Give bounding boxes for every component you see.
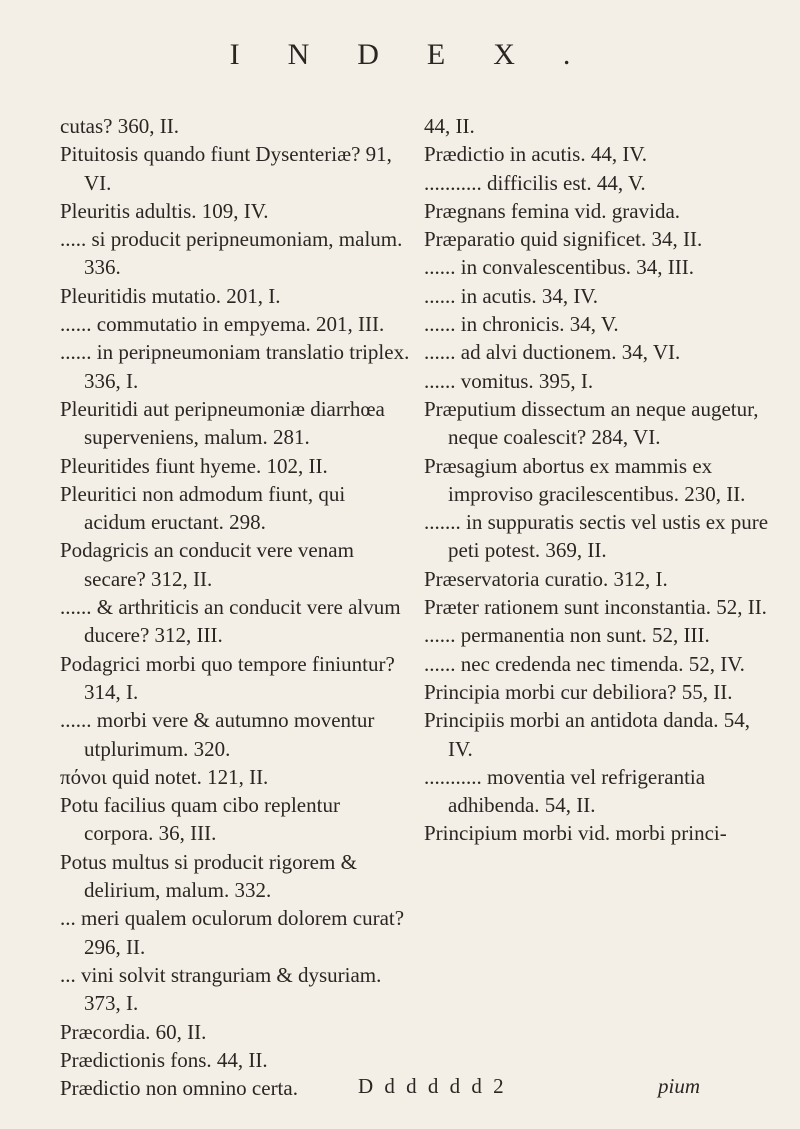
index-entry: ...... morbi vere & autumno moventur utplurimum. 320. (60, 708, 375, 761)
index-entry: ........... difficilis est. 44, V. (424, 170, 646, 195)
index-entry: Podagrici morbi quo tempore finiuntur? 314, I. (60, 651, 395, 704)
index-entry: Prædictio in acutis. 44, IV. (424, 142, 648, 167)
index-entry: cutas? 360, II. (60, 114, 179, 138)
index-entry: Principium morbi vid. morbi princi- (424, 821, 727, 846)
index-entry: ...... ad alvi ductionem. 34, VI. (424, 340, 681, 365)
signature-mark: D d d d d d 2 (358, 1074, 507, 1098)
index-entry: Pleuritici non admodum fiunt, qui acidum eructant. 298. (60, 481, 346, 535)
index-entry: ........... moventia vel refrigerantia adhibenda. 54, II. (424, 764, 706, 818)
index-entry: Pleuritis adultis. 109, IV. (60, 198, 269, 223)
index-entry: ...... in peripneumoniam translatio triplex. 336, I. (60, 340, 410, 393)
index-entry: Præparatio quid significet. 34, II. (424, 227, 703, 252)
index-entry: ...... in chronicis. 34, V. (424, 312, 619, 337)
index-entry: Præservatoria curatio. 312, I. (424, 566, 668, 591)
index-entry: Præcordia. 60, II. (60, 1019, 207, 1044)
index-entry: Præter rationem sunt inconstantia. 52, II. (424, 595, 767, 620)
index-entry: Pituitosis quando fiunt Dysenteriæ? 91, VI. (60, 142, 392, 195)
index-entry: Potu facilius quam cibo replentur corpora. 36, III. (60, 793, 340, 846)
index-entry: Pleuritidis mutatio. 201, I. (60, 283, 281, 308)
left-column (60, 112, 412, 1102)
catchword: pium (658, 1074, 700, 1098)
index-entry: ... meri qualem oculorum dolorem curat? 296, II. (60, 906, 405, 959)
index-entry: Prægnans femina vid. gravida. (424, 198, 681, 223)
index-entry: 44, II. (424, 114, 475, 138)
index-entry: ...... & arthriticis an conducit vere alvum ducere? 312, III. (60, 595, 401, 648)
index-entry: ...... vomitus. 395, I. (424, 368, 594, 393)
page-header: INDEX. (229, 38, 619, 71)
index-entry: Prædictio non omnino certa. (60, 1076, 298, 1101)
index-entry: Podagricis an conducit vere venam secare? 312, II. (60, 538, 354, 591)
index-entry: ...... in convalescentibus. 34, III. (424, 255, 695, 280)
index-entry: πόνοι quid notet. 121, II. (60, 764, 269, 789)
index-entry: ..... si producit peripneumoniam, malum. 336. (60, 227, 403, 280)
index-entry: Pleuritides fiunt hyeme. 102, II. (60, 453, 328, 478)
index-entry: Præputium dissectum an neque augetur, neque coalescit? 284, VI. (424, 396, 759, 450)
index-entry: Prædictionis fons. 44, II. (60, 1047, 268, 1072)
index-entry: Potus multus si producit rigorem & delirium, malum. 332. (60, 849, 357, 903)
index-entry: ... vini solvit stranguriam & dysuriam. 373, I. (60, 962, 382, 1016)
index-entry: ....... in suppuratis sectis vel ustis ex pure peti potest. 369, II. (424, 510, 769, 563)
index-entry: Pleuritidi aut peripneumoniæ diarrhœa superveniens, malum. 281. (60, 396, 385, 450)
index-entry: ...... commutatio in empyema. 201, III. (60, 312, 385, 337)
index-entry: Præsagium abortus ex mammis ex improviso gracilescentibus. 230, II. (424, 453, 746, 506)
right-column (424, 112, 776, 848)
index-entry: ...... nec credenda nec timenda. 52, IV. (424, 651, 745, 676)
index-entry: Principia morbi cur debiliora? 55, II. (424, 679, 733, 704)
index-entry: ...... in acutis. 34, IV. (424, 283, 599, 308)
index-entry: ...... permanentia non sunt. 52, III. (424, 623, 710, 648)
index-entry: Principiis morbi an antidota danda. 54, IV. (424, 708, 751, 761)
